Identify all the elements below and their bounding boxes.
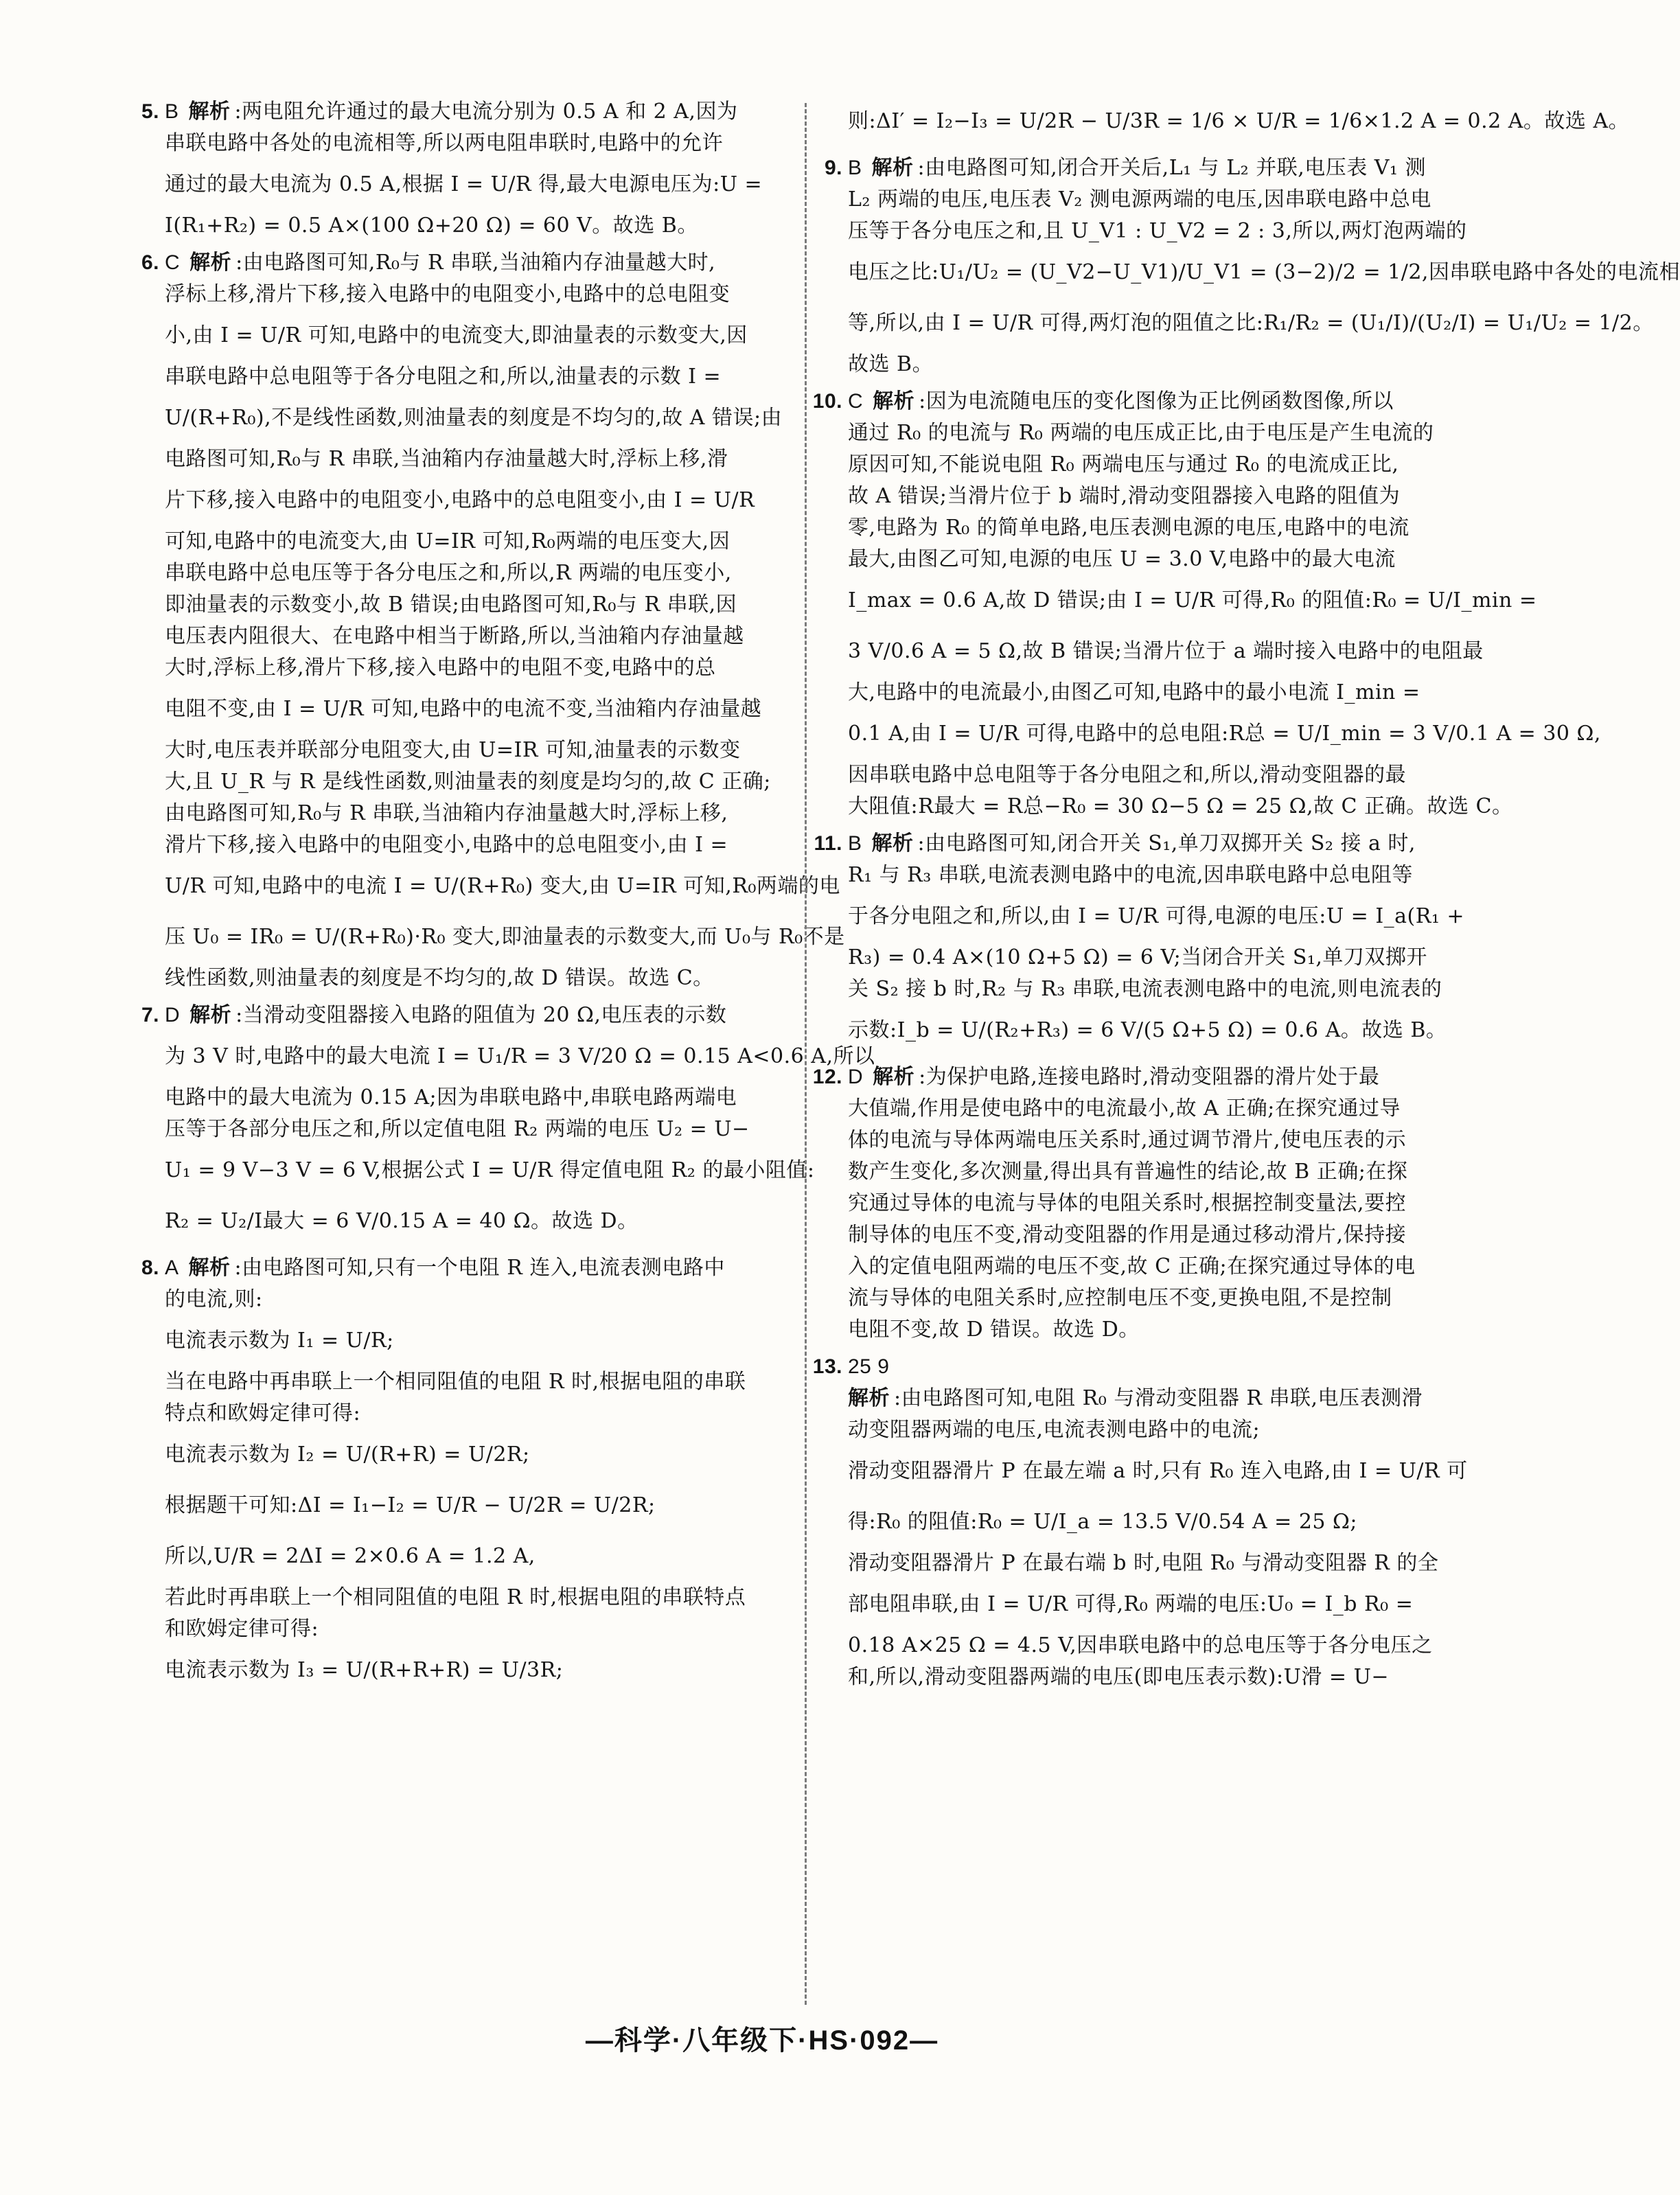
text-line [848,298,1654,349]
line-text: 根据题干可知:ΔI = I₁−I₂ = U/R − U/2R = U/2R; [165,1493,656,1517]
line-text: 可知,电路中的电流变大,由 U=IR 可知,R₀两端的电压变大,因 [165,529,730,553]
line-text: 的电流,则: [165,1287,263,1311]
line-text: 原因可知,不能说电阻 R₀ 两端电压与通过 R₀ 的电流成正比, [848,452,1399,476]
line-text: 压等于各部分电压之和,所以定值电阻 R₂ 两端的电压 U₂ = U− [165,1117,750,1141]
question-line [141,247,786,279]
text-line [165,829,786,861]
line-text: 流与导体的电阻关系时,应控制电压不变,更换电阻,不是控制 [848,1286,1392,1310]
line-text: 0.18 A×25 Ω = 4.5 V,因串联电路中的总电压等于各分电压之 [848,1633,1433,1657]
line-text: 串联电路中总电阻等于各分电阻之和,所以,油量表的示数 I = [165,365,722,389]
text-line [848,1125,1466,1156]
line-text: R₃) = 0.4 A×(10 Ω+5 Ω) = 6 V;当闭合开关 S₁,单刀双掷开 [848,945,1427,969]
text-line [848,1156,1466,1188]
line-text: 大,电路中的电流最小,由图乙可知,电路中的最小电流 I_min = [848,680,1420,704]
text-line [165,1531,786,1582]
text-line [165,1613,786,1645]
line-text: 得:R₀ 的阻值:R₀ = U/I_a = 13.5 V/0.54 A = 25 Ω; [848,1510,1358,1534]
text-line [848,709,1601,759]
question-number: 5. [141,100,159,123]
analysis-label: 解析 [873,1066,915,1088]
question-line [824,152,1466,184]
line-text: 为 3 V 时,电路中的最大电流 I = U₁/R = 3 V/20 Ω = 0.15 A<0.6 A,所以 [165,1044,875,1068]
answer-choice: B [848,157,862,179]
right-column [812,96,1680,1693]
text-line [165,159,786,210]
analysis-label: 解析 [871,157,914,179]
text-line [165,589,786,621]
question-line [141,1252,786,1284]
line-text: :由电路图可知,R₀与 R 串联,当油箱内存油量越大时, [235,251,716,275]
text-line [848,759,1466,791]
text-line [848,247,1680,298]
analysis-label: 解析 [848,1387,890,1410]
question-number: 13. [812,1355,842,1378]
text-line [848,544,1466,575]
line-text: 串联电路中各处的电流相等,所以两电阻串联时,电路中的允许 [165,131,724,155]
line-text: 因串联电路中总电阻等于各分电阻之和,所以,滑动变阻器的最 [848,763,1407,787]
text-line [848,677,1466,709]
line-text: 部电阻串联,由 I = U/R 可得,R₀ 两端的电压:U₀ = I_b R₀ = [848,1592,1414,1616]
text-line [165,1082,786,1114]
text-line [848,891,1466,942]
question-line [812,1351,1466,1383]
text-line [848,1497,1466,1548]
item-gap [165,1247,786,1252]
line-text: 和,所以,滑动变阻器两端的电压(即电压表示数):U滑 = U− [848,1665,1389,1689]
text-line [848,1414,1466,1446]
question-number: 12. [812,1066,842,1088]
text-line [165,310,786,361]
line-text: 电路图可知,R₀与 R 串联,当油箱内存油量越大时,浮标上移,滑 [165,447,728,471]
line-text: 电阻不变,由 I = U/R 可知,电路中的电流不变,当油箱内存油量越 [165,697,762,721]
line-text: U/R 可知,电路中的电流 I = U/(R+R₀) 变大,由 U=IR 可知,R₀两端的电 [165,874,840,898]
item-gap [848,823,1466,828]
line-text: 关 S₂ 接 b 时,R₂ 与 R₃ 串联,电流表测电路中的电流,则电流表的 [848,977,1442,1001]
text-line [165,1315,786,1366]
line-text: 最大,由图乙可知,电源的电压 U = 3.0 V,电路中的最大电流 [848,547,1396,571]
line-text: 电路中的最大电流为 0.15 A;因为串联电路中,串联电路两端电 [165,1085,737,1110]
item-gap [848,1346,1466,1351]
page-footer: —科学·八年级下·HS·092— [585,2025,939,2056]
line-text: 即油量表的示数变小,故 B 错误;由电路图可知,R₀与 R 串联,因 [165,593,737,617]
text-line [165,621,786,652]
line-text: 若此时再串联上一个相同阻值的电阻 R 时,根据电阻的串联特点 [165,1585,746,1609]
text-line [165,128,786,159]
line-text: 当在电路中再串联上一个相同阻值的电阻 R 时,根据电阻的串联 [165,1370,746,1394]
text-line [848,1630,1466,1662]
text-line [165,963,786,994]
line-text: :因为电流随电压的变化图像为正比例函数图像,所以 [919,389,1394,413]
text-line [165,652,786,684]
text-line [848,1548,1466,1579]
answer-choice: B [848,832,862,855]
text-line [165,1145,815,1196]
line-text: 串联电路中总电压等于各分电压之和,所以,R 两端的电压变小, [165,561,732,585]
line-text: 大,且 U_R 与 R 是线性函数,则油量表的刻度是均匀的,故 C 正确; [165,770,771,794]
line-text: 数产生变化,多次测量,得出具有普遍性的结论,故 B 正确;在探 [848,1160,1408,1184]
line-text: :为保护电路,连接电路时,滑动变阻器的滑片处于最 [919,1065,1380,1089]
text-line [165,444,786,475]
text-line [165,1480,786,1531]
line-text: 动变阻器两端的电压,电流表测电路中的电流; [848,1418,1261,1442]
line-text: 体的电流与导体两端电压关系时,通过调节滑片,使电压表的示 [848,1128,1407,1152]
line-text: :两电阻允许通过的最大电流分别为 0.5 A 和 2 A,因为 [234,100,738,124]
line-text: :当滑动变阻器接入电路的阻值为 20 Ω,电压表的示数 [235,1003,727,1027]
answer-choice: C [165,251,181,274]
text-line [848,1093,1466,1125]
analysis-label: 解析 [188,1256,231,1279]
line-text: 大值端,作用是使电路中的电流最小,故 A 正确;在探究通过导 [848,1096,1401,1121]
text-line [848,184,1466,216]
text-line [848,512,1466,544]
text-line [165,558,786,589]
line-text: 滑动变阻器滑片 P 在最左端 a 时,只有 R₀ 连入电路,由 I = U/R 可 [848,1459,1468,1483]
line-text: 通过的最大电流为 0.5 A,根据 I = U/R 得,最大电源电压为:U = [165,172,763,196]
line-text: R₂ = U₂/I最大 = 6 V/0.15 A = 40 Ω。故选 D。 [165,1209,638,1233]
line-text: 电阻不变,故 D 错误。故选 D。 [848,1318,1140,1342]
item-gap [165,994,786,1000]
analysis-label: 解析 [189,251,232,274]
line-text: :由电路图可知,闭合开关后,L₁ 与 L₂ 并联,电压表 V₁ 测 [917,156,1426,180]
question-line [812,386,1466,417]
text-line [848,1446,1466,1497]
item-gap [848,1056,1466,1061]
text-line [165,1284,786,1315]
line-text: 浮标上移,滑片下移,接入电路中的电阻变小,电路中的总电阻变 [165,282,730,306]
text-line [165,684,786,735]
text-line [848,1188,1466,1219]
analysis-label: 解析 [189,1004,232,1026]
text-line [165,1429,786,1480]
item-gap [848,380,1466,386]
line-text: 3 V/0.6 A = 5 Ω,故 B 错误;当滑片位于 a 端时接入电路中的电阻最 [848,639,1484,663]
line-text: 滑片下移,接入电路中的电阻变小,电路中的总电阻变小,由 I = [165,833,728,857]
text-line [165,1398,786,1429]
question-number: 8. [141,1256,159,1279]
text-line [848,349,1466,380]
line-text: U₁ = 9 V−3 V = 6 V,根据公式 I = U/R 得定值电阻 R₂ 的最小阻值: [165,1158,815,1182]
item-gap [848,147,1466,152]
analysis-label: 解析 [188,100,231,123]
line-text: :由电路图可知,只有一个电阻 R 连入,电流表测电路中 [234,1256,725,1280]
line-text: 于各分电阻之和,所以,由 I = U/R 可得,电源的电压:U = I_a(R₁ + [848,904,1465,928]
line-text: 电压表内阻很大、在电路中相当于断路,所以,当油箱内存油量越 [165,624,744,648]
text-line [848,1662,1466,1693]
line-text: 大阻值:R最大 = R总−R₀ = 30 Ω−5 Ω = 25 Ω,故 C 正确。故选 C。 [848,794,1513,818]
text-line [165,361,786,393]
answer-choice: B [165,100,179,123]
text-line [165,1366,786,1398]
line-text: 线性函数,则油量表的刻度是不均匀的,故 D 错误。故选 C。 [165,966,714,990]
line-text: 压等于各分电压之和,且 U_V1 : U_V2 = 2 : 3,所以,两灯泡两端的 [848,219,1467,243]
item-gap [165,242,786,247]
line-text: 所以,U/R = 2ΔI = 2×0.6 A = 1.2 A, [165,1544,536,1568]
text-line [848,481,1466,512]
line-text: 电流表示数为 I₁ = U/R; [165,1329,394,1353]
text-line [848,1005,1466,1056]
text-line [848,1283,1466,1314]
question-line [812,1061,1466,1093]
text-line [848,449,1466,481]
answer-choice: 25 9 [848,1355,890,1378]
question-line [814,828,1466,860]
text-line [165,1582,786,1613]
line-text: 特点和欧姆定律可得: [165,1401,361,1425]
line-text: R₁ 与 R₃ 串联,电流表测电路中的电流,因串联电路中总电阻等 [848,863,1413,887]
line-text: 零,电路为 R₀ 的简单电路,电压表测电源的电压,电路中的电流 [848,516,1409,540]
question-number: 10. [812,390,842,413]
line-text: 压 U₀ = IR₀ = U/(R+R₀)·R₀ 变大,即油量表的示数变大,而 U₀与 R₀不是 [165,925,845,949]
text-line [848,1579,1466,1630]
answer-choice: D [165,1004,181,1026]
text-line [848,417,1466,449]
text-line [848,1219,1466,1251]
line-text: 0.1 A,由 I = U/R 可得,电路中的总电阻:R总 = U/I_min = 3 V/0.1 A = 30 Ω, [848,722,1601,746]
question-number: 7. [141,1004,159,1026]
analysis-label: 解析 [873,390,915,413]
text-line [165,766,786,798]
line-text: 示数:I_b = U/(R₂+R₃) = 6 V/(5 Ω+5 Ω) = 0.6 A。故选 B。 [848,1018,1447,1042]
line-text: 故 A 错误;当滑片位于 b 端时,滑动变阻器接入电路的阻值为 [848,484,1401,508]
text-line [848,942,1466,974]
text-line [165,526,786,558]
line-text: 片下移,接入电路中的电阻变小,电路中的总电阻变小,由 I = U/R [165,488,755,512]
line-text: 大时,电压表并联部分电阻变大,由 U=IR 可知,油量表的示数变 [165,738,741,762]
answer-choice: C [848,390,864,413]
question-line [141,1000,786,1031]
answer-choice: D [848,1066,864,1088]
line-text: 则:ΔI′ = I₂−I₃ = U/2R − U/3R = 1/6 × U/R = 1/6×1.2 A = 0.2 A。故选 A。 [848,109,1630,133]
text-line [165,861,840,912]
question-number: 9. [824,157,842,179]
line-text: I_max = 0.6 A,故 D 错误;由 I = U/R 可得,R₀ 的阻值:R₀ = U/I_min = [848,588,1537,612]
text-line [848,626,1484,677]
line-text: 电流表示数为 I₂ = U/(R+R) = U/2R; [165,1443,530,1467]
text-line [165,475,786,526]
question-number: 6. [141,251,159,274]
line-text: 制导体的电压不变,滑动变阻器的作用是通过移动滑片,保持接 [848,1223,1407,1247]
text-line [848,96,1630,147]
text-line [165,393,786,444]
line-text: 滑动变阻器滑片 P 在最右端 b 时,电阻 R₀ 与滑动变阻器 R 的全 [848,1551,1439,1575]
line-text: :由电路图可知,闭合开关 S₁,单刀双掷开关 S₂ 接 a 时, [917,831,1416,855]
text-line [165,1645,786,1696]
line-text: :由电路图可知,电阻 R₀ 与滑动变阻器 R 串联,电压表测滑 [894,1386,1423,1410]
line-text: 究通过导体的电流与导体的电阻关系时,根据控制变量法,要控 [848,1191,1407,1215]
line-text: U/(R+R₀),不是线性函数,则油量表的刻度是不均匀的,故 A 错误;由 [165,406,783,430]
text-line [165,912,845,963]
text-line [848,791,1513,823]
line-text: 通过 R₀ 的电流与 R₀ 两端的电压成正比,由于电压是产生电流的 [848,421,1434,445]
question-line [141,96,786,128]
text-line [165,279,786,310]
line-text: 电流表示数为 I₃ = U/(R+R+R) = U/3R; [165,1658,564,1682]
text-line [848,860,1466,891]
text-line [165,1196,786,1247]
line-text: 大时,浮标上移,滑片下移,接入电路中的电阻不变,电路中的总 [165,656,716,680]
line-text: 故选 B。 [848,352,934,376]
text-line [165,798,786,829]
text-line [848,974,1466,1005]
text-line [848,1251,1466,1283]
line-text: 由电路图可知,R₀与 R 串联,当油箱内存油量越大时,浮标上移, [165,801,728,825]
text-line [165,210,786,242]
text-line [165,735,786,766]
line-text: 等,所以,由 I = U/R 可得,两灯泡的阻值之比:R₁/R₂ = (U₁/I)/(U₂/I) = U₁/U₂ = 1/2。 [848,311,1654,335]
line-text: 和欧姆定律可得: [165,1617,319,1641]
text-line [848,216,1466,247]
question-number: 11. [814,832,842,855]
answer-choice: A [165,1256,179,1279]
line-text: 电压之比:U₁/U₂ = (U_V2−U_V1)/U_V1 = (3−2)/2 = 1/2,因串联电路中各处的电流相 [848,260,1680,284]
text-line [848,575,1537,626]
line-text: I(R₁+R₂) = 0.5 A×(100 Ω+20 Ω) = 60 V。故选 B。 [165,214,698,238]
text-line [165,1114,786,1145]
line-text: L₂ 两端的电压,电压表 V₂ 测电源两端的电压,因串联电路中总电 [848,187,1431,211]
analysis-label: 解析 [871,832,914,855]
line-text: 入的定值电阻两端的电压不变,故 C 正确;在探究通过导体的电 [848,1254,1416,1278]
text-line [848,1314,1466,1346]
line-text: 小,由 I = U/R 可知,电路中的电流变大,即油量表的示数变大,因 [165,323,748,347]
text-line [848,1383,1466,1414]
